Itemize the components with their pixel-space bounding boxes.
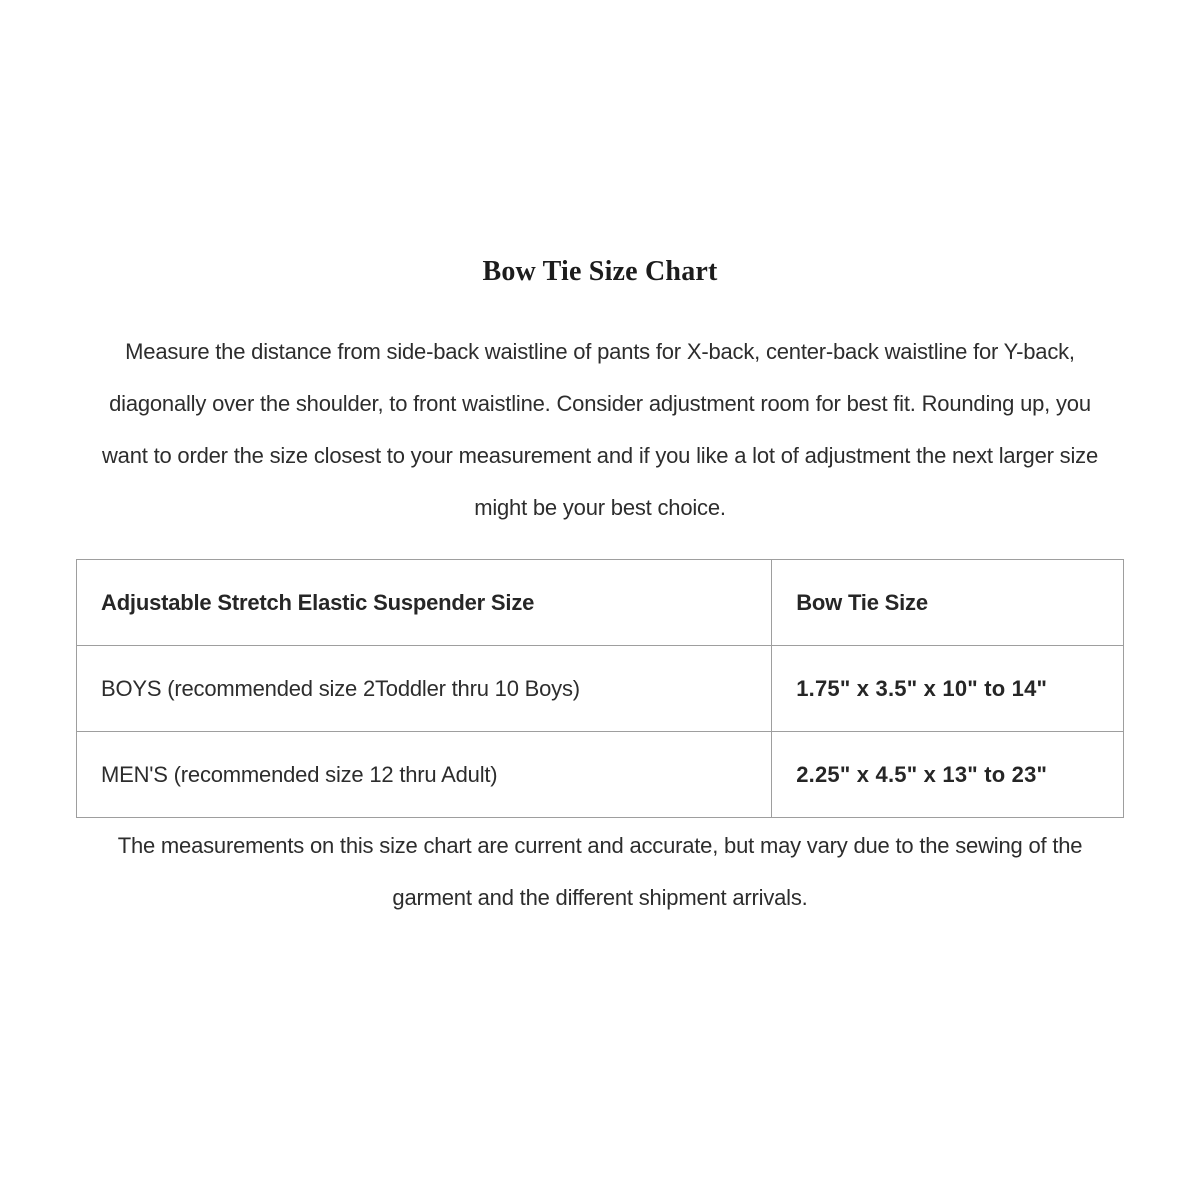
- boys-suspender-size: BOYS (recommended size 2Toddler thru 10 Boys): [77, 646, 772, 732]
- intro-line: Measure the distance from side-back waistline of pants for X-back, center-back waistline for Y-back,: [125, 339, 1075, 364]
- intro-paragraph: [0, 326, 1200, 534]
- intro-line: diagonally over the shoulder, to front waistline. Consider adjustment room for best fit. Rounding up, you: [109, 391, 1091, 416]
- table-header-row: [77, 560, 1124, 646]
- footer-note: [0, 820, 1200, 924]
- intro-line: want to order the size closest to your measurement and if you like a lot of adjustment the next larger size: [101, 443, 1098, 468]
- footer-line: garment and the different shipment arrivals.: [392, 885, 808, 910]
- header-bow-tie-size: Bow Tie Size: [772, 560, 1124, 646]
- table-row-mens: [77, 732, 1124, 818]
- size-chart-table: [76, 559, 1124, 818]
- page-title: Bow Tie Size Chart: [482, 256, 718, 287]
- boys-bow-tie-size: 1.75" x 3.5" x 10" to 14": [772, 646, 1124, 732]
- mens-bow-tie-size: 2.25" x 4.5" x 13" to 23": [772, 732, 1124, 818]
- mens-suspender-size: MEN'S (recommended size 12 thru Adult): [77, 732, 772, 818]
- table-row-boys: [77, 646, 1124, 732]
- footer-line: The measurements on this size chart are current and accurate, but may vary due to the sewing of the: [117, 833, 1083, 858]
- header-suspender-size: Adjustable Stretch Elastic Suspender Size: [77, 560, 772, 646]
- intro-line: might be your best choice.: [474, 495, 726, 520]
